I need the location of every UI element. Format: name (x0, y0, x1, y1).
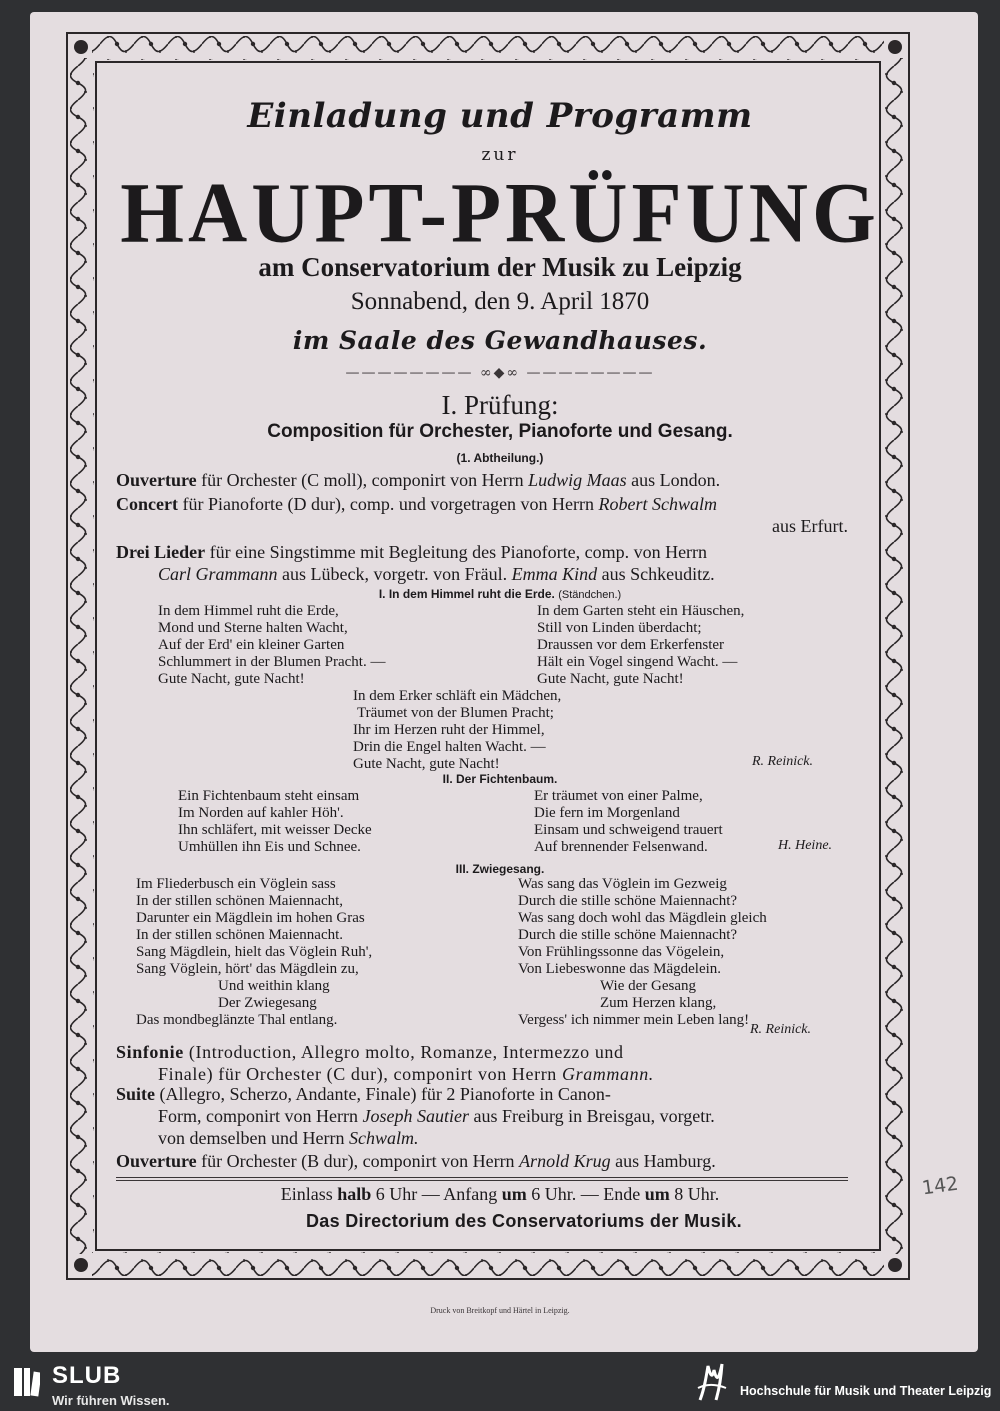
zur-word: zur (481, 145, 519, 165)
poem-line: Der Zwiegesang (218, 995, 317, 1011)
timing-emphasis: halb (337, 1184, 372, 1204)
program-item-ouverture-2 (116, 1150, 848, 1172)
section-subheading: Composition für Orchester, Pianoforte und Gesang. (267, 421, 733, 442)
song-2-right-stanza (534, 788, 723, 856)
item-text: aus London. (626, 470, 721, 490)
poem-line: Was sang das Vöglein im Gezweig (518, 876, 727, 892)
song-3-right-stanza (518, 876, 767, 1029)
poem-line: Die fern im Morgenland (534, 805, 680, 821)
poem-line: Mond und Sterne halten Wacht, (158, 620, 348, 636)
poem-line: In dem Erker schläft ein Mädchen, (353, 688, 562, 704)
handwritten-number: 142 (920, 1172, 960, 1200)
footer-rule (116, 1180, 848, 1181)
item-text: aus Erfurt. (772, 516, 848, 536)
song-title: II. Der Fichtenbaum. (442, 772, 558, 786)
hfm-logo-icon (694, 1360, 730, 1404)
poem-line: Und weithin klang (218, 978, 330, 994)
poem-line: Gute Nacht, gute Nacht! (537, 671, 684, 687)
division-label: (1. Abtheilung.) (456, 451, 544, 465)
item-text: aus Schkeuditz. (597, 564, 715, 584)
item-text: aus Freiburg in Breisgau, vorgetr. (468, 1106, 715, 1126)
program-item-concert (116, 493, 848, 537)
poem-line: In der stillen schönen Maiennacht. (136, 927, 344, 943)
hfm-name[interactable]: Hochschule für Musik und Theater Leipzig (740, 1384, 992, 1398)
song-3-author: R. Reinick. (750, 1022, 812, 1037)
song-3-left-stanza (136, 876, 372, 1029)
poem-line: Drin die Engel halten Wacht. — (353, 739, 546, 755)
poem-line: Ihr im Herzen ruht der Himmel, (353, 722, 545, 738)
song-subtitle: (Ständchen.) (558, 589, 622, 601)
slub-name[interactable]: SLUB (52, 1362, 122, 1389)
printer-credit: Druck von Breitkopf und Härtel in Leipzig. (430, 1306, 570, 1315)
item-text: für Orchester (B dur), componirt von Herrn (196, 1151, 520, 1171)
poem-line: Ihn schläfert, mit weisser Decke (178, 822, 372, 838)
item-title: Ouverture (116, 470, 197, 490)
song-3-heading (0, 862, 1000, 876)
slub-tagline: Wir führen Wissen. (52, 1393, 170, 1408)
poem-line: Darunter ein Mägdlein im hohen Gras (136, 910, 365, 926)
composer-name: Carl Grammann (158, 564, 278, 584)
poem-line: In dem Himmel ruht die Erde, (158, 603, 339, 619)
item-title: Suite (116, 1084, 156, 1104)
poem-line: Durch die stille schöne Maiennacht? (518, 927, 738, 943)
item-title: Drei Lieder (116, 542, 206, 562)
program-item-lieder (116, 541, 848, 585)
composer-name: Grammann. (562, 1064, 654, 1084)
institution-line: am Conservatorium der Musik zu Leipzig (258, 252, 742, 282)
poem-line: Einsam und schweigend trauert (534, 822, 723, 838)
song-1-heading (0, 587, 1000, 601)
poem-line: Wie der Gesang (600, 978, 697, 994)
poem-line: Zum Herzen klang, (600, 995, 717, 1011)
poem-line: Träumet von der Blumen Pracht; (357, 705, 554, 721)
ornament-divider: ———————— ∞◆∞ ———————— (345, 365, 655, 381)
poem-line: Umhüllen ihn Eis und Schnee. (178, 839, 361, 855)
composer-name: Robert Schwalm (598, 494, 718, 514)
composer-name: Joseph Sautier (362, 1106, 469, 1126)
item-title: Concert (116, 494, 178, 514)
poem-line: Vergess' ich nimmer mein Leben lang! (518, 1012, 750, 1028)
item-text: (Introduction, Allegro molto, Romanze, Intermezzo und (183, 1042, 624, 1062)
poem-line: Er träumet von einer Palme, (534, 788, 703, 804)
item-text: für Orchester (C moll), componirt von Herrn (196, 470, 529, 490)
composer-name: Arnold Krug (519, 1151, 611, 1171)
poem-line: Gute Nacht, gute Nacht! (353, 756, 500, 772)
item-text: aus Hamburg. (610, 1151, 716, 1171)
timing-emphasis: um (501, 1184, 527, 1204)
poem-line: Was sang doch wohl das Mägdlein gleich (518, 910, 767, 926)
item-text: für Pianoforte (D dur), comp. und vorgetragen von Herrn (177, 494, 599, 514)
poem-line: In der stillen schönen Maiennacht, (136, 893, 344, 909)
poem-line: Im Fliederbusch ein Vöglein sass (136, 876, 336, 892)
invitation-heading: Einladung und Programm (247, 96, 753, 136)
timing-text: Einlass (280, 1184, 333, 1204)
item-text: (Allegro, Scherzo, Andante, Finale) für 2 Pianoforte in Canon- (155, 1084, 611, 1104)
song-2-left-stanza (178, 788, 372, 856)
item-text: aus Lübeck, vorgetr. von Fräul. (277, 564, 512, 584)
poem-line: In dem Garten steht ein Häuschen, (537, 603, 745, 619)
item-title: Ouverture (116, 1151, 197, 1171)
poem-line: Draussen vor dem Erkerfenster (537, 637, 725, 653)
poem-line: Schlummert in der Blumen Pracht. — (158, 654, 386, 670)
footer-rule (116, 1177, 848, 1178)
poem-line: Das mondbeglänzte Thal entlang. (136, 1012, 338, 1028)
poem-line: Auf der Erd' ein kleiner Garten (158, 637, 345, 653)
poem-line: Still von Linden überdacht; (537, 620, 702, 636)
item-text: von demselben und Herrn (158, 1128, 349, 1148)
composer-name: Ludwig Maas (528, 470, 627, 490)
poem-line: Ein Fichtenbaum steht einsam (178, 788, 360, 804)
poem-line: Im Norden auf kahler Höh'. (178, 805, 344, 821)
venue-line: im Saale des Gewandhauses. (292, 326, 708, 355)
timing-text: 8 Uhr. (669, 1184, 720, 1204)
poem-line: Gute Nacht, gute Nacht! (158, 671, 305, 687)
song-title: I. In dem Himmel ruht die Erde. (378, 587, 555, 601)
main-title: HAUPT-PRÜFUNG (120, 164, 880, 261)
section-heading: I. Prüfung: (441, 390, 559, 420)
directorium-signature: Das Directorium des Conservatoriums der Musik. (306, 1211, 742, 1231)
song-2-heading (0, 772, 1000, 786)
performer-name: Schwalm. (348, 1128, 419, 1148)
item-text: für eine Singstimme mit Begleitung des Pianoforte, comp. von Herrn (205, 542, 708, 562)
item-text: Finale) für Orchester (C dur), componirt von Herrn (158, 1064, 562, 1084)
timing-text: 6 Uhr. — Ende (526, 1184, 645, 1204)
song-title: III. Zwiegesang. (455, 862, 545, 876)
date-line: Sonnabend, den 9. April 1870 (350, 288, 650, 315)
song-2-author: H. Heine. (778, 838, 833, 853)
timing-line (0, 1184, 1000, 1205)
song-1-left-stanza (158, 603, 385, 688)
poem-line: Hält ein Vogel singend Wacht. — (537, 654, 738, 670)
song-1-right-stanza (537, 603, 744, 688)
singer-name: Emma Kind (511, 564, 598, 584)
timing-text: 6 Uhr — Anfang (371, 1184, 502, 1204)
poem-line: Durch die stille schöne Maiennacht? (518, 893, 738, 909)
poem-line: Sang Mägdlein, hielt das Vöglein Ruh', (136, 944, 373, 960)
poem-line: Sang Vöglein, hört' das Mägdlein zu, (136, 961, 359, 977)
program-item-ouverture-1 (116, 469, 848, 491)
song-1-author: R. Reinick. (752, 754, 814, 769)
item-text: Form, componirt von Herrn (158, 1106, 363, 1126)
slub-logo-icon (14, 1366, 40, 1398)
item-title: Sinfonie (116, 1042, 184, 1062)
poem-line: Auf brennender Felsenwand. (534, 839, 708, 855)
poem-line: Von Liebeswonne das Mägdelein. (518, 961, 722, 977)
program-item-suite (116, 1083, 848, 1149)
timing-emphasis: um (644, 1184, 670, 1204)
song-1-center-stanza (353, 688, 561, 773)
program-item-sinfonie (116, 1041, 848, 1085)
poem-line: Von Frühlingssonne das Vögelein, (518, 944, 725, 960)
